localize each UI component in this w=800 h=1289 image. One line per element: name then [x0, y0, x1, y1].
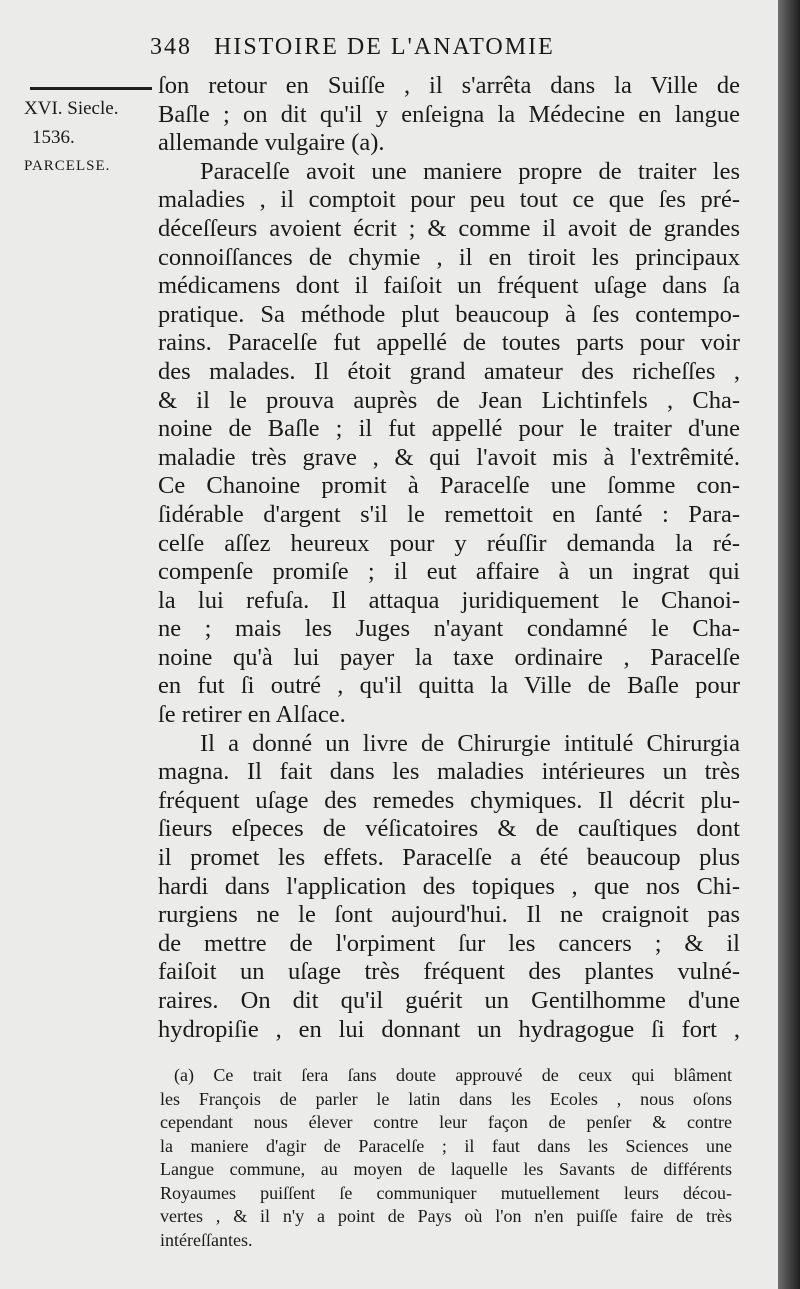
footnote-line: les François de parler le latin dans les Ecoles , nous oſons: [160, 1088, 732, 1109]
body-line: noine de Baſle ; il fut appellé pour le traiter d'une: [158, 415, 740, 443]
body-line: médicamens dont il faiſoit un fréquent uſage dans ſa: [158, 272, 740, 300]
body-line: ſon retour en Suiſſe , il s'arrêta dans la Ville de: [158, 72, 740, 99]
body-line: celſe aſſez heureux pour y réuſſir demanda la ré-: [158, 529, 740, 557]
body-text: [158, 72, 740, 1044]
body-line: en fut ſi outré , qu'il quitta la Ville de Baſle pour: [158, 672, 740, 700]
footnote-line: Royaumes puiſſent ſe communiquer mutuellement leurs décou-: [160, 1182, 732, 1203]
body-line: magna. Il fait dans les maladies intérieures un très: [158, 758, 740, 786]
footnote-line: Langue commune, au moyen de laquelle les Savants de différents: [160, 1159, 732, 1179]
body-line: rains. Paracelſe fut appellé de toutes parts pour voir: [158, 329, 740, 357]
body-line: hydropiſie , en lui donnant un hydragogue ſi fort ,: [158, 1015, 740, 1043]
running-head: [150, 34, 740, 74]
body-line: ſe retirer en Alſace.: [158, 701, 346, 729]
body-line: maladie très grave , & qui l'avoit mis à l'extrêmité.: [158, 443, 740, 471]
body-line: la lui refuſa. Il attaqua juridiquement le Chanoi-: [158, 586, 740, 614]
body-line: Baſle ; on dit qu'il y enſeigna la Médecine en langue: [158, 100, 740, 128]
body-line: compenſe promiſe ; il eut affaire à un ingrat qui: [158, 558, 740, 586]
page-number: 348: [150, 34, 192, 60]
footnote-line: cependant nous élever contre leur façon de penſer & contre: [160, 1112, 732, 1132]
body-line: ſieurs eſpeces de véſicatoires & de cauſtiques dont: [158, 815, 740, 843]
margin-year: 1536.: [32, 127, 75, 148]
footnote-line: intéreſſantes.: [160, 1229, 253, 1250]
body-line: rurgiens ne le ſont aujourd'hui. Il ne craignoit pas: [158, 901, 740, 929]
footnotes: [160, 1064, 732, 1252]
body-line: maladies , il comptoit pour peu tout ce que ſes pré-: [158, 186, 740, 214]
margin-notes: [24, 94, 156, 181]
margin-century: XVI. Siecle.: [24, 98, 119, 119]
body-line: & il le prouva auprès de Jean Lichtinfels , Cha-: [158, 386, 740, 414]
page-gutter-shadow: [778, 0, 800, 1289]
footnote-line: (a) Ce trait ſera ſans doute approuvé de ceux qui blâment: [174, 1065, 732, 1085]
body-line: de mettre de l'orpiment ſur les cancers ; & il: [158, 929, 740, 957]
running-title: HISTOIRE DE L'ANATOMIE: [214, 34, 555, 60]
margin-subject: PARCELSE.: [24, 158, 111, 174]
body-line: déceſſeurs avoient écrit ; & comme il avoit de grandes: [158, 214, 740, 242]
body-line: connoiſſances de chymie , il en tiroit les principaux: [158, 243, 740, 271]
body-line: des malades. Il étoit grand amateur des richeſſes ,: [158, 357, 740, 385]
body-line: ſidérable d'argent s'il le remettoit en ſanté : Para-: [158, 500, 740, 528]
body-line: allemande vulgaire (a).: [158, 129, 385, 157]
footnote-line: vertes , & il n'y a point de Pays où l'on n'en puiſſe faire de très: [160, 1206, 732, 1226]
body-line: il promet les effets. Paracelſe a été beaucoup plus: [158, 844, 740, 872]
body-line: noine qu'à lui payer la taxe ordinaire , Paracelſe: [158, 643, 740, 671]
footnote-line: la maniere d'agir de Paracelſe ; il faut dans les Sciences une: [160, 1135, 732, 1156]
body-line: pratique. Sa méthode plut beaucoup à ſes contempo-: [158, 300, 740, 328]
body-line: raires. On dit qu'il guérit un Gentilhomme d'une: [158, 987, 740, 1014]
body-line: faiſoit un uſage très fréquent des plantes vulné-: [158, 958, 740, 986]
body-line: ne ; mais les Juges n'ayant condamné le Cha-: [158, 615, 740, 643]
body-line: Paracelſe avoit une maniere propre de traiter les: [200, 157, 740, 185]
body-line: hardi dans l'application des topiques , que nos Chi-: [158, 872, 740, 900]
body-line: Il a donné un livre de Chirurgie intitulé Chirurgia: [200, 729, 740, 757]
margin-rule: [30, 87, 152, 90]
body-line: Ce Chanoine promit à Paracelſe une ſomme con-: [158, 472, 740, 500]
body-line: fréquent uſage des remedes chymiques. Il décrit plu-: [158, 786, 740, 814]
